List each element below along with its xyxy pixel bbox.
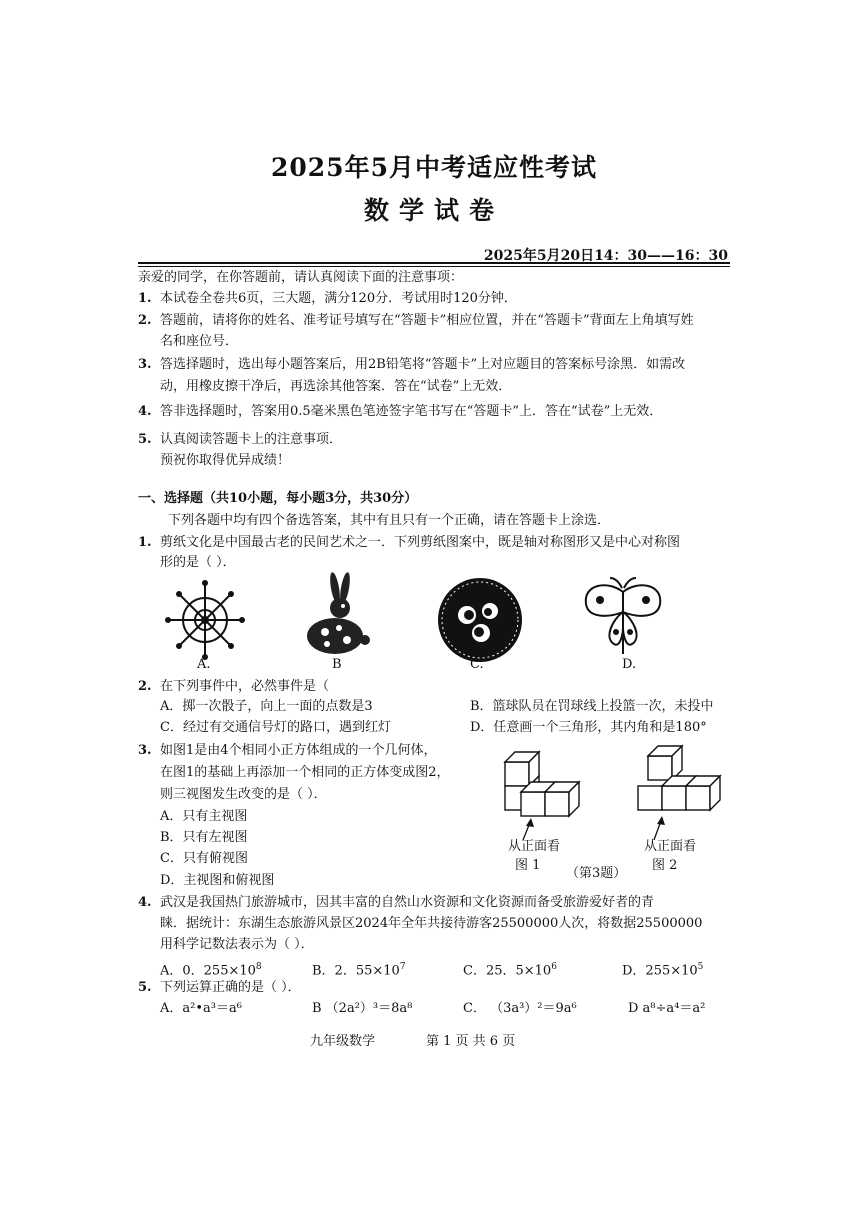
q4-option-d xyxy=(622,957,703,981)
notice-5-line2: 预祝你取得优异成绩！ xyxy=(160,453,291,468)
figure-1-arrow-label: 从正面看 xyxy=(508,839,561,854)
notice-3-num: 3. xyxy=(138,357,152,372)
q1-label-b: B xyxy=(332,657,342,672)
q4-option-c-base: C．25．5×10 xyxy=(463,963,552,979)
q4-stem-line3: 用科学记数法表示为（ ）． xyxy=(160,937,314,952)
q4-option-b-exponent: 7 xyxy=(399,962,406,972)
figure-2-label: 图 2 xyxy=(652,858,678,873)
q5-option-b: B （2a²）³＝8a⁸ xyxy=(312,1001,413,1016)
notice-4-line1: 答非选择题时，答案用0.5毫米黑色笔迹签字笔书写在“答题卡”上．答在“试卷”上无效． xyxy=(160,404,663,419)
q1-label-a: A. xyxy=(197,657,211,672)
q4-stem-line1: 武汉是我国热门旅游城市，因其丰富的自然山水资源和文化资源而备受旅游爱好者的青 xyxy=(160,895,655,910)
q1-label-d: D. xyxy=(622,657,637,672)
q3-option-a: A．只有主视图 xyxy=(160,809,248,824)
q4-stem-line2: 睐．据统计：东湖生态旅游风景区2024年全年共接待游客25500000人次，将数据25500000 xyxy=(160,916,703,931)
notice-5-num: 5. xyxy=(138,432,152,447)
q1-label-c: C. xyxy=(470,657,484,672)
q4-num: 4. xyxy=(138,895,152,910)
notice-2-line1: 答题前，请将你的姓名、准考证号填写在“答题卡”相应位置，并在“答题卡”背面左上角填写姓 xyxy=(160,313,694,328)
q3-num: 3. xyxy=(138,743,152,758)
notice-3-line1: 答选择题时，选出每小题答案后，用2B铅笔将“答题卡”上对应题目的答案标号涂黑．如需改 xyxy=(160,357,686,372)
section1-instruction: 下列各题中均有四个备选答案，其中有且只有一个正确，请在答题卡上涂选． xyxy=(168,513,611,528)
q5-option-d: D a⁸÷a⁴＝a² xyxy=(628,1001,706,1016)
snowflake-icon xyxy=(160,575,250,665)
notice-2-num: 2. xyxy=(138,313,152,328)
footer-page: 第 1 页 共 6 页 xyxy=(426,1034,516,1049)
notice-intro: 亲爱的同学，在你答题前，请认真阅读下面的注意事项： xyxy=(138,270,464,285)
notice-1-num: 1. xyxy=(138,291,152,306)
rabbit-icon xyxy=(295,570,385,660)
exam-title: 2025年5月中考适应性考试 xyxy=(271,153,597,182)
q5-option-c: C． （3a³）²＝9a⁶ xyxy=(463,1001,577,1016)
notice-5-line1: 认真阅读答题卡上的注意事项． xyxy=(160,432,343,447)
q4-option-b xyxy=(312,957,406,981)
q4-option-c xyxy=(463,957,557,981)
q4-option-d-exponent: 5 xyxy=(697,962,704,972)
q3-option-b: B．只有左视图 xyxy=(160,830,248,845)
q2-stem: 在下列事件中，必然事件是（ xyxy=(160,679,330,694)
notice-4-num: 4. xyxy=(138,404,152,419)
q4-option-c-exponent: 6 xyxy=(551,962,557,972)
q4-option-a-base: A．0．255×10 xyxy=(160,963,256,979)
q5-num: 5. xyxy=(138,980,152,995)
notice-2-line2: 名和座位号． xyxy=(160,334,239,349)
q1-stem-line1: 剪纸文化是中国最古老的民间艺术之一．下列剪纸图案中，既是轴对称图形又是中心对称图 xyxy=(160,535,681,550)
q2-option-c: C．经过有交通信号灯的路口，遇到红灯 xyxy=(160,720,391,735)
q4-option-b-base: B．2．55×10 xyxy=(312,963,400,979)
section1-heading: 一、选择题（共10小题，每小题3分，共30分） xyxy=(138,491,418,506)
notice-1-line1: 本试卷全卷共6页，三大题，满分120分．考试用时120分钟． xyxy=(160,291,517,306)
figure-1-label: 图 1 xyxy=(515,858,541,873)
figure-caption: （第3题） xyxy=(566,866,627,881)
q3-stem-line3: 则三视图发生改变的是（ ）． xyxy=(160,787,327,802)
footer-subject: 九年级数学 xyxy=(310,1034,376,1049)
notice-3-line2: 动，用橡皮擦干净后，再选涂其他答案．答在“试卷”上无效． xyxy=(160,379,512,394)
q5-stem: 下列运算正确的是（ ）． xyxy=(160,980,301,995)
q2-option-b: B．篮球队员在罚球线上投篮一次，未投中 xyxy=(470,699,714,714)
q4-option-a-exponent: 8 xyxy=(255,962,262,972)
q1-num: 1. xyxy=(138,535,152,550)
exam-subtitle: 数学试卷 xyxy=(363,196,504,225)
exam-time: 2025年5月20日14：30——16：30 xyxy=(483,248,728,264)
q3-option-c: C．只有俯视图 xyxy=(160,851,248,866)
q2-option-d: D．任意画一个三角形，其内角和是180° xyxy=(470,720,707,735)
q1-stem-line2: 形的是（ ）． xyxy=(160,555,236,570)
q2-option-a: A．掷一次骰子，向上一面的点数是3 xyxy=(160,699,373,714)
circle-pattern-icon xyxy=(435,575,525,665)
butterfly-icon xyxy=(578,572,668,662)
header-rule xyxy=(138,262,730,264)
q3-option-d: D．主视图和俯视图 xyxy=(160,873,275,888)
header-rule-thin xyxy=(138,266,730,267)
q4-option-d-base: D．255×10 xyxy=(622,963,698,979)
figure-2-cubes xyxy=(630,742,730,842)
q3-stem-line1: 如图1是由4个相同小正方体组成的一个几何体， xyxy=(160,743,437,758)
figure-2-arrow-label: 从正面看 xyxy=(644,839,697,854)
q3-stem-line2: 在图1的基础上再添加一个相同的正方体变成图2， xyxy=(160,765,450,780)
q5-option-a: A．a²•a³＝a⁶ xyxy=(160,1001,242,1016)
q2-num: 2. xyxy=(138,679,152,694)
figure-1-cubes xyxy=(495,742,585,842)
